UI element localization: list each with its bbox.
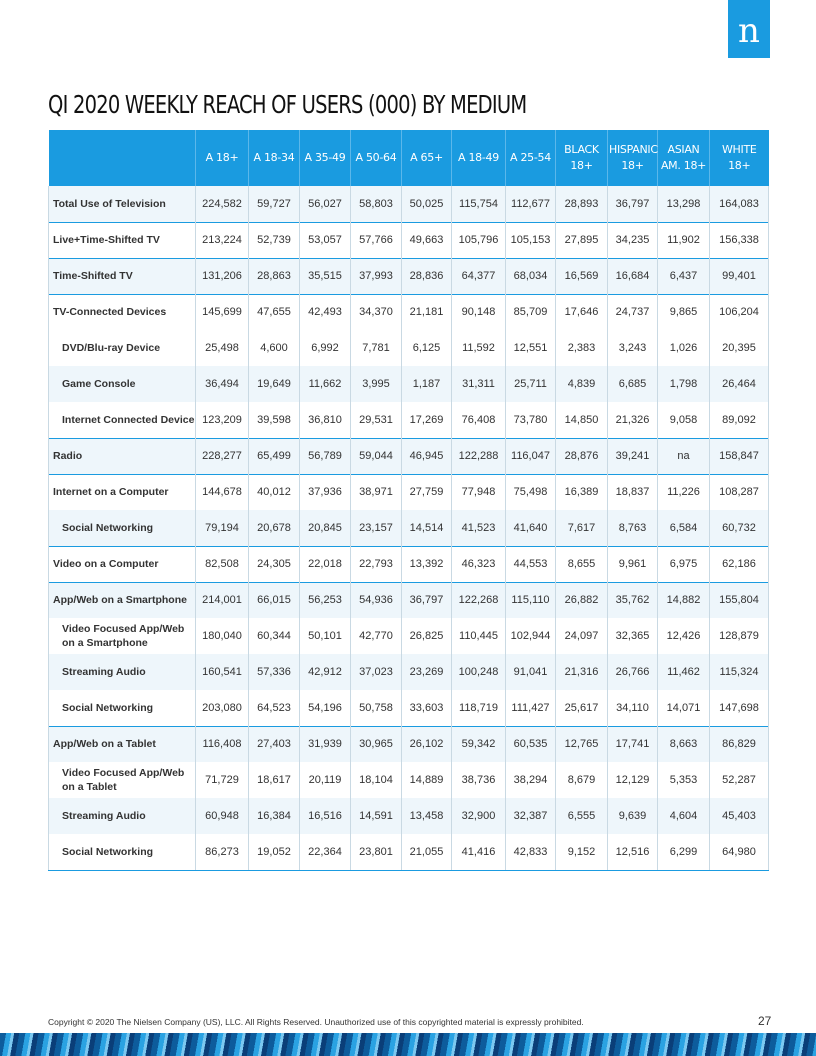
table-cell: 58,803 (351, 186, 402, 222)
column-header: WHITE 18+ (710, 130, 769, 186)
table-cell: 21,316 (556, 654, 608, 690)
table-cell: 57,336 (249, 654, 300, 690)
table-cell: 89,092 (710, 402, 769, 438)
table-cell: 180,040 (196, 618, 249, 654)
table-cell: 102,944 (506, 618, 556, 654)
table-cell: 90,148 (452, 294, 506, 330)
table-cell: 36,797 (608, 186, 658, 222)
table-cell: 9,058 (658, 402, 710, 438)
table-cell: 18,837 (608, 474, 658, 510)
row-label: Social Networking (49, 510, 196, 546)
table-cell: 111,427 (506, 690, 556, 726)
table-cell: 6,299 (658, 834, 710, 870)
table-cell: 44,553 (506, 546, 556, 582)
table-row (49, 222, 769, 258)
table-cell: 60,344 (249, 618, 300, 654)
table-cell: 115,110 (506, 582, 556, 618)
table-cell: 59,044 (351, 438, 402, 474)
table-cell: 4,600 (249, 330, 300, 366)
table-cell: 29,531 (351, 402, 402, 438)
table-cell: 24,737 (608, 294, 658, 330)
table-cell: 6,975 (658, 546, 710, 582)
table-cell: 37,023 (351, 654, 402, 690)
table-cell: 6,437 (658, 258, 710, 294)
table-cell: 99,401 (710, 258, 769, 294)
table-cell: 33,603 (402, 690, 452, 726)
table-cell: 60,732 (710, 510, 769, 546)
page-number: 27 (758, 1014, 772, 1028)
table-cell: 36,797 (402, 582, 452, 618)
column-header: A 50-64 (351, 130, 402, 186)
decorative-band (0, 1033, 816, 1056)
table-cell: 17,269 (402, 402, 452, 438)
table-cell: 75,498 (506, 474, 556, 510)
table-cell: 25,498 (196, 330, 249, 366)
table-cell: 46,945 (402, 438, 452, 474)
table-cell: 8,663 (658, 726, 710, 762)
table-cell: 20,845 (300, 510, 351, 546)
row-label: Internet Connected Device (49, 402, 196, 438)
table-cell: 116,408 (196, 726, 249, 762)
table-cell: 14,071 (658, 690, 710, 726)
table-cell: 21,181 (402, 294, 452, 330)
table-cell: 41,523 (452, 510, 506, 546)
table-row (49, 690, 769, 726)
row-label: Video Focused App/Web on a Smartphone (49, 618, 196, 654)
column-header: A 65+ (402, 130, 452, 186)
table-cell: 20,119 (300, 762, 351, 798)
table-cell: 122,268 (452, 582, 506, 618)
table-cell: 23,157 (351, 510, 402, 546)
row-label: Social Networking (49, 834, 196, 870)
table-cell: 8,679 (556, 762, 608, 798)
table-cell: 38,971 (351, 474, 402, 510)
table-row (49, 366, 769, 402)
table-cell: 20,678 (249, 510, 300, 546)
table-cell: 100,248 (452, 654, 506, 690)
table-row (49, 474, 769, 510)
table-cell: 16,516 (300, 798, 351, 834)
table-cell: 158,847 (710, 438, 769, 474)
table-cell: 116,047 (506, 438, 556, 474)
table-row (49, 546, 769, 582)
table-cell: 26,102 (402, 726, 452, 762)
table-cell: 17,741 (608, 726, 658, 762)
table-cell: 6,555 (556, 798, 608, 834)
row-label: App/Web on a Tablet (49, 726, 196, 762)
table-cell: 1,187 (402, 366, 452, 402)
table-cell: 37,993 (351, 258, 402, 294)
row-label: Streaming Audio (49, 798, 196, 834)
column-header: A 25-54 (506, 130, 556, 186)
table-cell: 52,287 (710, 762, 769, 798)
table-cell: 28,893 (556, 186, 608, 222)
table-cell: 59,342 (452, 726, 506, 762)
column-header: A 18-49 (452, 130, 506, 186)
table-cell: 52,739 (249, 222, 300, 258)
table-row (49, 798, 769, 834)
table-cell: 62,186 (710, 546, 769, 582)
table-cell: 3,995 (351, 366, 402, 402)
table-row (49, 654, 769, 690)
table-cell: 13,298 (658, 186, 710, 222)
table-cell: 7,781 (351, 330, 402, 366)
table-cell: 31,311 (452, 366, 506, 402)
table-cell: 112,677 (506, 186, 556, 222)
row-label: Social Networking (49, 690, 196, 726)
table-cell: 21,055 (402, 834, 452, 870)
table-cell: 39,241 (608, 438, 658, 474)
table-cell: 22,793 (351, 546, 402, 582)
table-cell: 122,288 (452, 438, 506, 474)
table-cell: 56,027 (300, 186, 351, 222)
table-cell: 14,514 (402, 510, 452, 546)
table-cell: 38,736 (452, 762, 506, 798)
table-cell: 8,655 (556, 546, 608, 582)
table-cell: 131,206 (196, 258, 249, 294)
table-cell: 20,395 (710, 330, 769, 366)
table-cell: 6,992 (300, 330, 351, 366)
logo-letter: n (738, 11, 760, 51)
table-cell: 28,836 (402, 258, 452, 294)
table-cell: 68,034 (506, 258, 556, 294)
table-row (49, 438, 769, 474)
table-cell: 54,936 (351, 582, 402, 618)
reach-table (48, 130, 769, 871)
table-cell: 16,389 (556, 474, 608, 510)
table-row (49, 294, 769, 330)
table-cell: 50,758 (351, 690, 402, 726)
table-cell: 6,584 (658, 510, 710, 546)
row-label: Radio (49, 438, 196, 474)
table-row (49, 726, 769, 762)
table-cell: 23,269 (402, 654, 452, 690)
table-cell: 14,889 (402, 762, 452, 798)
table-cell: 49,663 (402, 222, 452, 258)
table-cell: 32,387 (506, 798, 556, 834)
table-cell: 4,604 (658, 798, 710, 834)
page-title: QI 2020 WEEKLY REACH OF USERS (000) BY MEDIUM (48, 90, 527, 119)
table-cell: 76,408 (452, 402, 506, 438)
table-cell: 203,080 (196, 690, 249, 726)
table-cell: 160,541 (196, 654, 249, 690)
column-header: BLACK 18+ (556, 130, 608, 186)
table-cell: 18,104 (351, 762, 402, 798)
table-cell: 42,912 (300, 654, 351, 690)
table-cell: 23,801 (351, 834, 402, 870)
table-cell: 155,804 (710, 582, 769, 618)
row-label: Video Focused App/Web on a Tablet (49, 762, 196, 798)
table-cell: 64,980 (710, 834, 769, 870)
table-cell: 9,639 (608, 798, 658, 834)
table-cell: 41,640 (506, 510, 556, 546)
table-cell: 26,882 (556, 582, 608, 618)
table-cell: 26,825 (402, 618, 452, 654)
table-cell: 12,516 (608, 834, 658, 870)
table-cell: 22,018 (300, 546, 351, 582)
table-row (49, 258, 769, 294)
table-cell: 115,754 (452, 186, 506, 222)
table-cell: 110,445 (452, 618, 506, 654)
table-cell: 73,780 (506, 402, 556, 438)
table-cell: 213,224 (196, 222, 249, 258)
table-cell: 106,204 (710, 294, 769, 330)
table-cell: 36,494 (196, 366, 249, 402)
table-cell: 32,365 (608, 618, 658, 654)
table-cell: 16,684 (608, 258, 658, 294)
table-cell: 42,833 (506, 834, 556, 870)
table-cell: 12,551 (506, 330, 556, 366)
table-cell: 57,766 (351, 222, 402, 258)
table-cell: 11,662 (300, 366, 351, 402)
table-cell: 86,273 (196, 834, 249, 870)
table-row (49, 762, 769, 798)
table-cell: 71,729 (196, 762, 249, 798)
table-cell: 214,001 (196, 582, 249, 618)
table-row (49, 834, 769, 870)
table-cell: 28,863 (249, 258, 300, 294)
table-cell: 34,235 (608, 222, 658, 258)
table-cell: 25,617 (556, 690, 608, 726)
table-cell: 82,508 (196, 546, 249, 582)
table-cell: 12,129 (608, 762, 658, 798)
table-cell: 40,012 (249, 474, 300, 510)
table-cell: 50,025 (402, 186, 452, 222)
table-cell: 228,277 (196, 438, 249, 474)
table-cell: 64,523 (249, 690, 300, 726)
row-label: Time-Shifted TV (49, 258, 196, 294)
table-cell: 19,649 (249, 366, 300, 402)
table-row (49, 582, 769, 618)
table-cell: 85,709 (506, 294, 556, 330)
table-cell: 156,338 (710, 222, 769, 258)
table-cell: 35,762 (608, 582, 658, 618)
row-label: Video on a Computer (49, 546, 196, 582)
table-cell: 50,101 (300, 618, 351, 654)
table-cell: 105,796 (452, 222, 506, 258)
table-cell: 31,939 (300, 726, 351, 762)
table-cell: 11,902 (658, 222, 710, 258)
table-cell: 25,711 (506, 366, 556, 402)
table-cell: 16,569 (556, 258, 608, 294)
table-cell: 37,936 (300, 474, 351, 510)
table-row (49, 330, 769, 366)
table-cell: 24,305 (249, 546, 300, 582)
row-label: Live+Time-Shifted TV (49, 222, 196, 258)
table-cell: 65,499 (249, 438, 300, 474)
table-cell: 9,865 (658, 294, 710, 330)
copyright-notice: Copyright © 2020 The Nielsen Company (US), LLC. All Rights Reserved. Unauthorized use of this copyrighted material is expressly prohibited. (48, 1017, 584, 1027)
table-cell: 59,727 (249, 186, 300, 222)
table-cell: 9,152 (556, 834, 608, 870)
column-header: A 18-34 (249, 130, 300, 186)
table-cell: 164,083 (710, 186, 769, 222)
table-cell: 79,194 (196, 510, 249, 546)
row-label: DVD/Blu-ray Device (49, 330, 196, 366)
table-cell: 145,699 (196, 294, 249, 330)
table-cell: 41,416 (452, 834, 506, 870)
column-header: A 35-49 (300, 130, 351, 186)
table-cell: 60,948 (196, 798, 249, 834)
table-cell: 128,879 (710, 618, 769, 654)
table-cell: 123,209 (196, 402, 249, 438)
table-cell: 26,464 (710, 366, 769, 402)
row-label: App/Web on a Smartphone (49, 582, 196, 618)
column-header: A 18+ (196, 130, 249, 186)
table-row (49, 510, 769, 546)
table-row (49, 402, 769, 438)
table-cell: 11,462 (658, 654, 710, 690)
table-cell: 66,015 (249, 582, 300, 618)
table-cell: 144,678 (196, 474, 249, 510)
table-cell: 3,243 (608, 330, 658, 366)
row-label: Internet on a Computer (49, 474, 196, 510)
table-cell: 38,294 (506, 762, 556, 798)
table-cell: 27,403 (249, 726, 300, 762)
table-cell: 24,097 (556, 618, 608, 654)
table-cell: 77,948 (452, 474, 506, 510)
table-cell: 1,026 (658, 330, 710, 366)
table-cell: 105,153 (506, 222, 556, 258)
column-header: ASIAN AM. 18+ (658, 130, 710, 186)
table-cell: 64,377 (452, 258, 506, 294)
table-cell: 42,493 (300, 294, 351, 330)
table-cell: 12,765 (556, 726, 608, 762)
row-label: Streaming Audio (49, 654, 196, 690)
table-cell: 30,965 (351, 726, 402, 762)
table-cell: 54,196 (300, 690, 351, 726)
table-cell: 11,592 (452, 330, 506, 366)
table-row (49, 186, 769, 222)
table-cell: 42,770 (351, 618, 402, 654)
table-cell: 46,323 (452, 546, 506, 582)
table-cell: 1,798 (658, 366, 710, 402)
table-cell: 2,383 (556, 330, 608, 366)
table-cell: 8,763 (608, 510, 658, 546)
table-cell: 47,655 (249, 294, 300, 330)
table-cell: 14,591 (351, 798, 402, 834)
table-cell: 86,829 (710, 726, 769, 762)
table-cell: 108,287 (710, 474, 769, 510)
table-cell: 115,324 (710, 654, 769, 690)
table-cell: 19,052 (249, 834, 300, 870)
table-cell: 53,057 (300, 222, 351, 258)
row-label: Total Use of Television (49, 186, 196, 222)
table-cell: 6,685 (608, 366, 658, 402)
table-cell: 21,326 (608, 402, 658, 438)
table-cell: 56,253 (300, 582, 351, 618)
nielsen-logo (728, 0, 770, 58)
table-cell: 34,370 (351, 294, 402, 330)
table-cell: 27,759 (402, 474, 452, 510)
table-cell: 5,353 (658, 762, 710, 798)
table-cell: 18,617 (249, 762, 300, 798)
table-cell: na (658, 438, 710, 474)
table-cell: 14,850 (556, 402, 608, 438)
table-cell: 27,895 (556, 222, 608, 258)
table-cell: 13,392 (402, 546, 452, 582)
table-cell: 45,403 (710, 798, 769, 834)
table-cell: 6,125 (402, 330, 452, 366)
table-cell: 9,961 (608, 546, 658, 582)
table-header-row (49, 130, 769, 186)
table-cell: 32,900 (452, 798, 506, 834)
table-cell: 118,719 (452, 690, 506, 726)
table-cell: 16,384 (249, 798, 300, 834)
table-cell: 22,364 (300, 834, 351, 870)
table-row (49, 618, 769, 654)
table-cell: 91,041 (506, 654, 556, 690)
header-corner (49, 130, 196, 186)
row-label: TV-Connected Devices (49, 294, 196, 330)
table-cell: 224,582 (196, 186, 249, 222)
table-cell: 4,839 (556, 366, 608, 402)
column-header: HISPANIC 18+ (608, 130, 658, 186)
table-cell: 13,458 (402, 798, 452, 834)
table-cell: 17,646 (556, 294, 608, 330)
table-cell: 60,535 (506, 726, 556, 762)
table-cell: 26,766 (608, 654, 658, 690)
table-cell: 14,882 (658, 582, 710, 618)
row-label: Game Console (49, 366, 196, 402)
table-cell: 36,810 (300, 402, 351, 438)
table-cell: 35,515 (300, 258, 351, 294)
table-cell: 56,789 (300, 438, 351, 474)
table-cell: 39,598 (249, 402, 300, 438)
table-cell: 7,617 (556, 510, 608, 546)
table-cell: 11,226 (658, 474, 710, 510)
table-cell: 147,698 (710, 690, 769, 726)
table-cell: 12,426 (658, 618, 710, 654)
table-cell: 28,876 (556, 438, 608, 474)
table-cell: 34,110 (608, 690, 658, 726)
